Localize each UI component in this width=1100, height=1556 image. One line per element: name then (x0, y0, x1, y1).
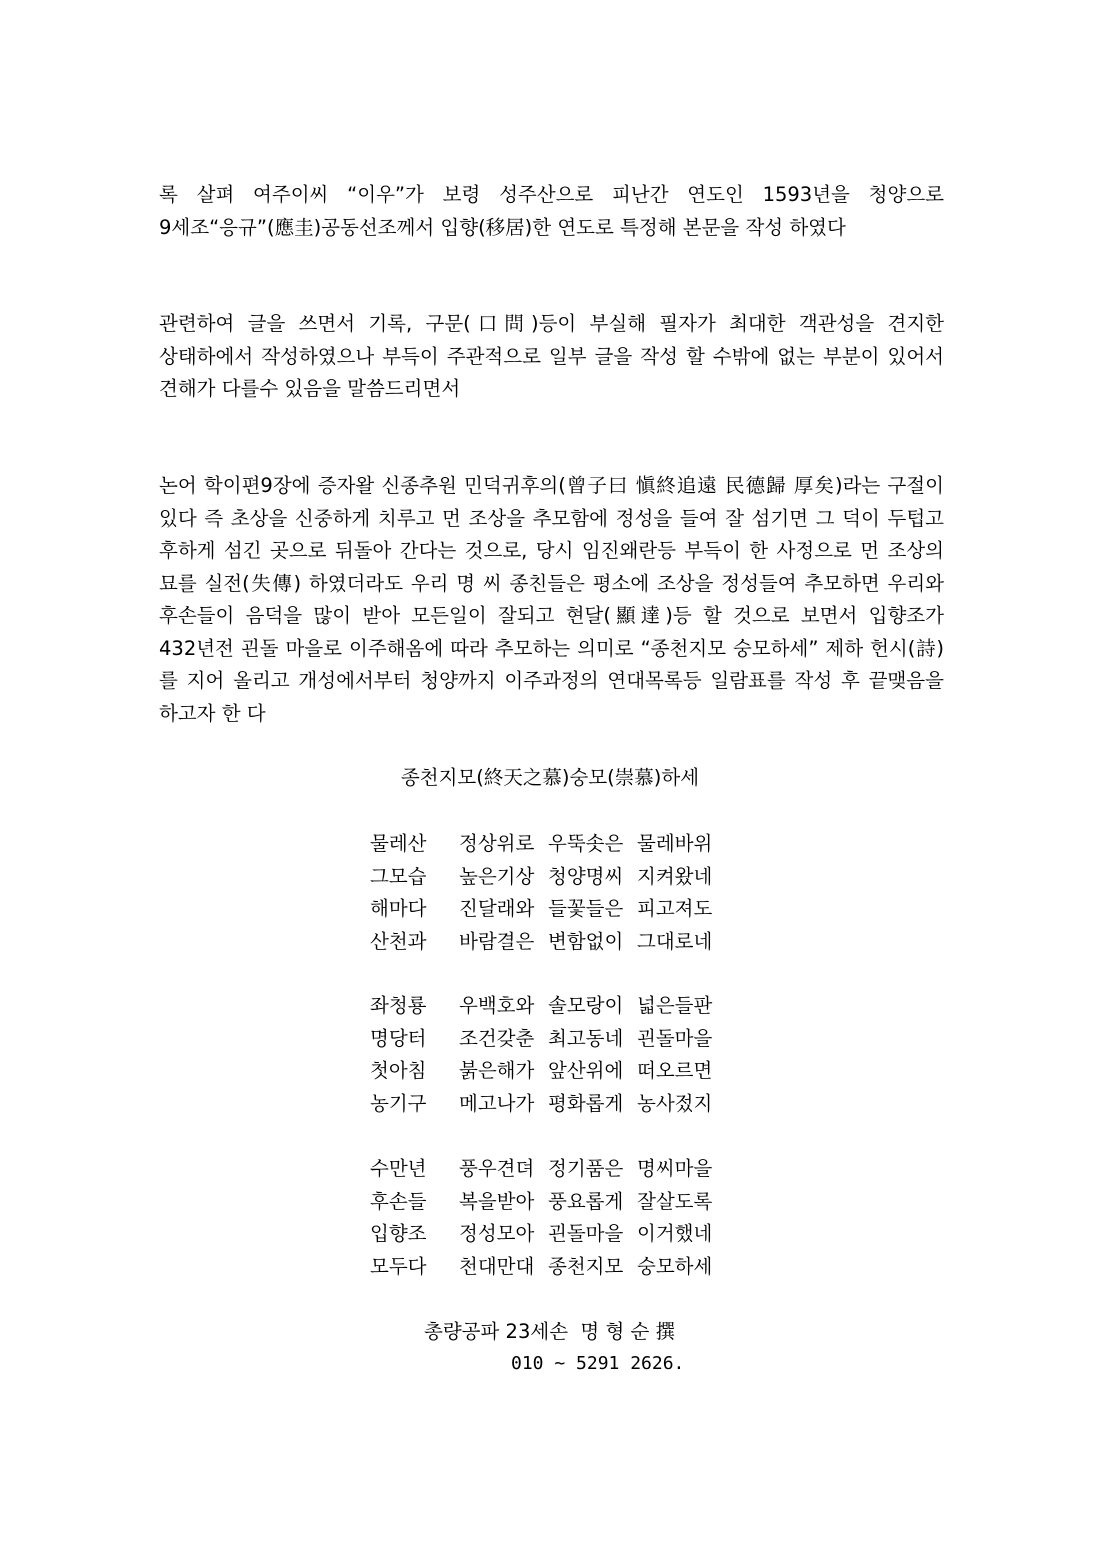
poem-stanza-3 (370, 1153, 770, 1283)
poem-stanza-2 (370, 990, 770, 1120)
poem-phrase: 수만년 (370, 1157, 427, 1180)
poem-phrase: 우뚝솟은 (548, 832, 624, 855)
poem-line (370, 1218, 770, 1251)
poem-phrase: 우백호와 (459, 994, 535, 1017)
poem-phrase: 괸돌마을 (548, 1222, 624, 1245)
poem-phrase: 첫아침 (370, 1059, 427, 1082)
poem-phrase: 앞산위에 (548, 1059, 624, 1082)
poem-title: 종천지모(終天之慕)숭모(崇慕)하세 (400, 766, 700, 789)
poem-phrase: 종천지모 (548, 1254, 624, 1278)
poem-phrase: 변함없이 (548, 929, 624, 953)
poem-phrase: 물레산 (370, 832, 427, 855)
poem-phrase: 물레바위 (637, 832, 713, 855)
poem-phrase: 농기구 (370, 1091, 427, 1115)
poem-phrase: 복을받아 (459, 1189, 535, 1213)
poem-stanza-1 (370, 828, 770, 958)
poem-line (370, 926, 770, 959)
paragraph-3: 논어 학이편9장에 증자왈 신종추원 민덕귀후의(曾子曰 愼終追遠 民德歸 厚矣)라는 구절이 있다 즉 초상을 신중하게 치루고 먼 조상을 추모함에 정성을 들여 잘 섬기면 그 덕이 두텁고 후하게 섬긴 곳으로 뒤돌아 간다는 것으로, 당시 임진왜란등 부득이 한 사정으로 먼 조상의 묘를 실전(失傳) 하였더라도 우리 명 씨 종친들은 평소에 조상을 정성들여 추모하면 우리와 후손들이 음덕을 많이 받아 모든일이 잘되고 현달(顯達)등 할 것으로 보면서 입향조가 432년전 괸돌 마을로 이주해옴에 따라 추모하는 의미로 “종천지모 숭모하세” 제하 헌시(詩)를 지어 올리고 개성에서부터 청양까지 이주과정의 연대목록등 일람표를 작성 후 끝맺음을 하고자 한 다 (159, 474, 944, 725)
poem-phrase: 좌청룡 (370, 994, 427, 1017)
poem-phrase: 해마다 (370, 897, 427, 920)
poem-phrase: 조건갖춘 (459, 1026, 535, 1050)
poem-phrase: 솔모랑이 (548, 994, 624, 1017)
poem-line (370, 1023, 770, 1056)
poem-line (370, 1153, 770, 1186)
poem-phrase: 농사젔지 (637, 1091, 713, 1115)
poem-phrase: 정기품은 (548, 1157, 624, 1180)
poem-phrase: 정상위로 (459, 832, 535, 855)
poem-phrase: 청양명씨 (548, 864, 624, 888)
poem-line (370, 1055, 770, 1088)
signature-phone: 010 ~ 5291 2626. (511, 1353, 685, 1374)
poem-phrase: 넓은들판 (637, 994, 713, 1017)
poem-line (370, 893, 770, 926)
poem-line (370, 1088, 770, 1121)
poem-phrase: 잘살도록 (637, 1189, 713, 1213)
poem-phrase: 모두다 (370, 1254, 427, 1278)
poem-phrase: 메고나가 (459, 1091, 535, 1115)
poem-phrase: 피고져도 (637, 897, 713, 920)
poem-phrase: 괸돌마을 (637, 1026, 713, 1050)
poem-phrase: 최고동네 (548, 1026, 624, 1050)
poem-phrase: 지켜왔네 (637, 864, 713, 888)
poem-phrase: 정성모아 (459, 1222, 535, 1245)
poem-line (370, 990, 770, 1023)
poem-phrase: 붉은해가 (459, 1059, 535, 1082)
poem-phrase: 숭모하세 (637, 1254, 713, 1278)
poem-phrase: 풍요롭게 (548, 1189, 624, 1213)
poem-phrase: 이거했네 (637, 1222, 713, 1245)
poem-phrase: 명당터 (370, 1026, 427, 1050)
poem-phrase: 그대로네 (637, 929, 713, 953)
poem-phrase: 명씨마을 (637, 1157, 713, 1180)
poem-phrase: 들꽃들은 (548, 897, 624, 920)
poem-phrase: 산천과 (370, 929, 427, 953)
poem-phrase: 천대만대 (459, 1254, 535, 1278)
poem-line (370, 1251, 770, 1284)
poem-line (370, 1186, 770, 1219)
poem-line (370, 861, 770, 894)
poem-line (370, 828, 770, 861)
paragraph-2: 관련하여 글을 쓰면서 기록, 구문(口問)등이 부실해 필자가 최대한 객관성을 견지한 상태하에서 작성하였으나 부득이 주관적으로 일부 글을 작성 할 수밖에 없는 부분이 있어서 견해가 다를수 있음을 말씀드리면서 (159, 312, 944, 400)
paragraph-1: 록 살펴 여주이씨 “이우”가 보령 성주산으로 피난간 연도인 1593년을 청양으로 9세조“응규”(應圭)공동선조께서 입향(移居)한 연도로 특정해 본문을 작성 하였다 (159, 183, 944, 239)
poem-phrase: 풍우견뎌 (459, 1157, 535, 1180)
poem-phrase: 후손들 (370, 1189, 427, 1213)
poem-phrase: 바람결은 (459, 929, 535, 953)
poem-phrase: 그모습 (370, 864, 427, 888)
poem-phrase: 평화롭게 (548, 1091, 624, 1115)
poem-phrase: 진달래와 (459, 897, 535, 920)
poem-phrase: 떠오르면 (637, 1059, 713, 1082)
signature-author: 총량공파 23세손 명 형 순 撰 (424, 1320, 676, 1343)
poem-phrase: 입향조 (370, 1222, 427, 1245)
poem-phrase: 높은기상 (459, 864, 535, 888)
